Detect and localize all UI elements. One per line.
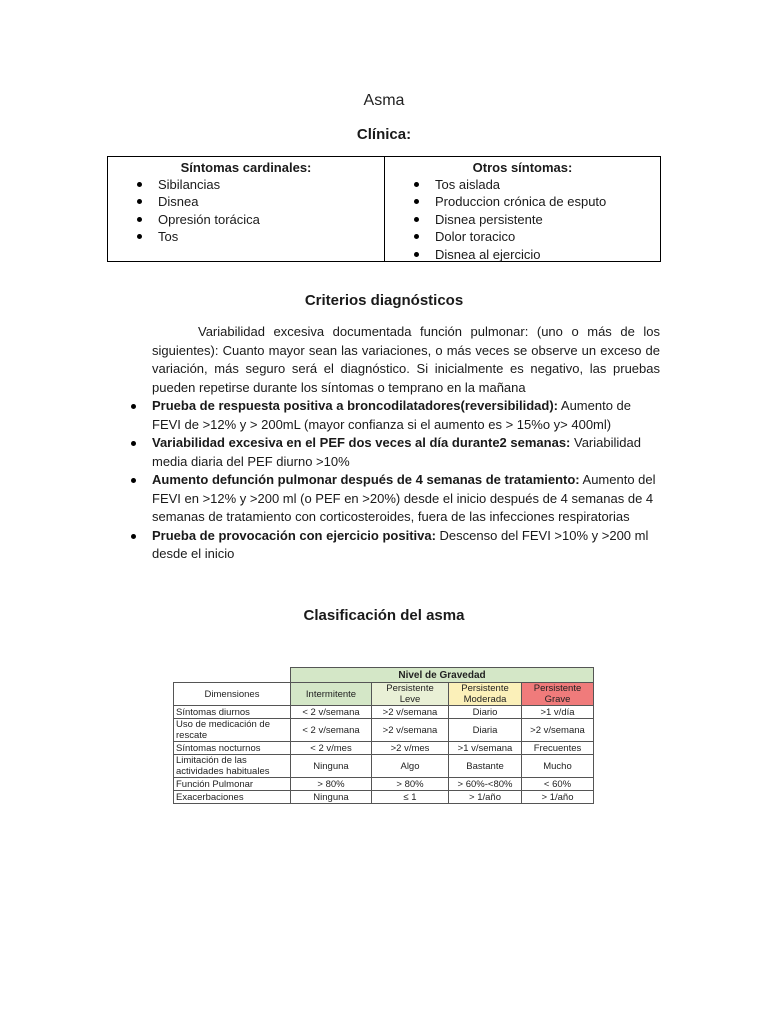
dimension-label: Limitación de las actividades habituales [174, 755, 291, 778]
level-header-persistente-leve: Persistente Leve [372, 683, 449, 706]
table-cell: >1 v/semana [449, 742, 522, 755]
table-cell: Frecuentes [522, 742, 594, 755]
list-item: Tos aislada [385, 176, 660, 193]
criterio-text: Aumento del FEVI en >12% y >200 ml (o PEF en >20%) desde el inicio después de 4 semanas de 4 semanas de tratamiento con corticosteroides, fuera de las infecciones respiratorias [152, 472, 656, 524]
criterio-title: Aumento defunción pulmonar después de 4 semanas de tratamiento: [152, 472, 580, 487]
table-cell: > 60%-<80% [449, 778, 522, 791]
clinica-heading: Clínica: [356, 126, 412, 143]
dimension-label: Síntomas nocturnos [174, 742, 291, 755]
cardinal-symptoms-column [108, 157, 384, 261]
symptoms-table [107, 156, 661, 262]
other-symptoms-list [385, 176, 660, 263]
table-cell: Diario [449, 706, 522, 719]
list-item: Disnea al ejercicio [385, 246, 660, 263]
table-cell: Algo [372, 755, 449, 778]
criterio-text: Aumento de FEVI de >12% y > 200mL (mayor confianza si el aumento es > 15%o y> 400ml) [152, 398, 632, 432]
criterio-title: Prueba de respuesta positiva a broncodilatadores(reversibilidad): [152, 398, 559, 413]
cardinal-symptoms-header: Síntomas cardinales: [180, 160, 312, 175]
table-cell: > 1/año [522, 791, 594, 804]
criterio-title: Prueba de provocación con ejercicio positiva: [152, 527, 436, 543]
table-cell: > 80% [291, 778, 372, 791]
table-row [174, 791, 594, 804]
list-item: Disnea [108, 193, 384, 210]
clasificacion-heading: Clasificación del asma [303, 607, 465, 624]
list-item: Disnea persistente [385, 211, 660, 228]
table-cell: Ninguna [291, 755, 372, 778]
table-cell: Ninguna [291, 791, 372, 804]
criterios-intro: Variabilidad excesiva documentada función pulmonar: (uno o más de los siguientes): Cuanto mayor sean las variaciones, o más veces se observe un exceso de variación, más seguro será el diagnóstico. Si inicialmente es negativo, las pruebas pueden repetirse durante los síntomas o temprano en la mañana [152, 324, 660, 395]
list-item: Opresión torácica [108, 211, 384, 228]
gravedad-table [173, 667, 594, 804]
table-title-row [174, 668, 594, 683]
dimension-label: Exacerbaciones [174, 791, 291, 804]
table-row [174, 755, 594, 778]
criterio-item [152, 527, 660, 564]
nivel-gravedad-header: Nivel de Gravedad [291, 668, 594, 683]
criterio-text: Descenso del FEVI >10% y >200 ml desde el inicio [152, 527, 649, 561]
cardinal-symptoms-list [108, 176, 384, 246]
level-header-persistente-grave: Persistente Grave [522, 683, 594, 706]
dimension-label: Síntomas diurnos [174, 706, 291, 719]
table-cell: >1 v/día [522, 706, 594, 719]
list-item: Produccion crónica de esputo [385, 193, 660, 210]
table-row [174, 742, 594, 755]
table-cell: Mucho [522, 755, 594, 778]
table-row [174, 719, 594, 742]
table-cell: < 60% [522, 778, 594, 791]
list-item: Sibilancias [108, 176, 384, 193]
criterios-heading: Criterios diagnósticos [304, 292, 464, 309]
list-item: Dolor toracico [385, 228, 660, 245]
criterio-item [152, 397, 660, 434]
table-cell: > 80% [372, 778, 449, 791]
criterio-item [152, 434, 660, 471]
document-title: Asma [363, 92, 405, 109]
dimension-label: Función Pulmonar [174, 778, 291, 791]
level-header-intermitente: Intermitente [291, 683, 372, 706]
table-cell: >2 v/semana [372, 719, 449, 742]
criterios-list [152, 397, 660, 564]
table-cell: < 2 v/semana [291, 719, 372, 742]
table-cell: ≤ 1 [372, 791, 449, 804]
level-header-persistente-moderada: Persistente Moderada [449, 683, 522, 706]
other-symptoms-column [384, 157, 660, 261]
table-row [174, 778, 594, 791]
dimensiones-header: Dimensiones [174, 683, 291, 706]
table-header-row [174, 683, 594, 706]
criterio-title: Variabilidad excesiva en el PEF dos veces al día durante2 semanas: [152, 435, 571, 450]
table-cell: >2 v/mes [372, 742, 449, 755]
table-corner [174, 668, 291, 683]
table-row [174, 706, 594, 719]
table-cell: Bastante [449, 755, 522, 778]
table-cell: >2 v/semana [372, 706, 449, 719]
table-cell: < 2 v/mes [291, 742, 372, 755]
table-cell: < 2 v/semana [291, 706, 372, 719]
dimension-label: Uso de medicación de rescate [174, 719, 291, 742]
table-cell: >2 v/semana [522, 719, 594, 742]
table-cell: > 1/año [449, 791, 522, 804]
criterio-text: Variabilidad media diaria del PEF diurno >10% [152, 435, 641, 469]
table-cell: Diaria [449, 719, 522, 742]
criterios-section [152, 323, 660, 564]
other-symptoms-header: Otros síntomas: [472, 160, 573, 175]
criterio-item [152, 471, 660, 527]
list-item: Tos [108, 228, 384, 245]
